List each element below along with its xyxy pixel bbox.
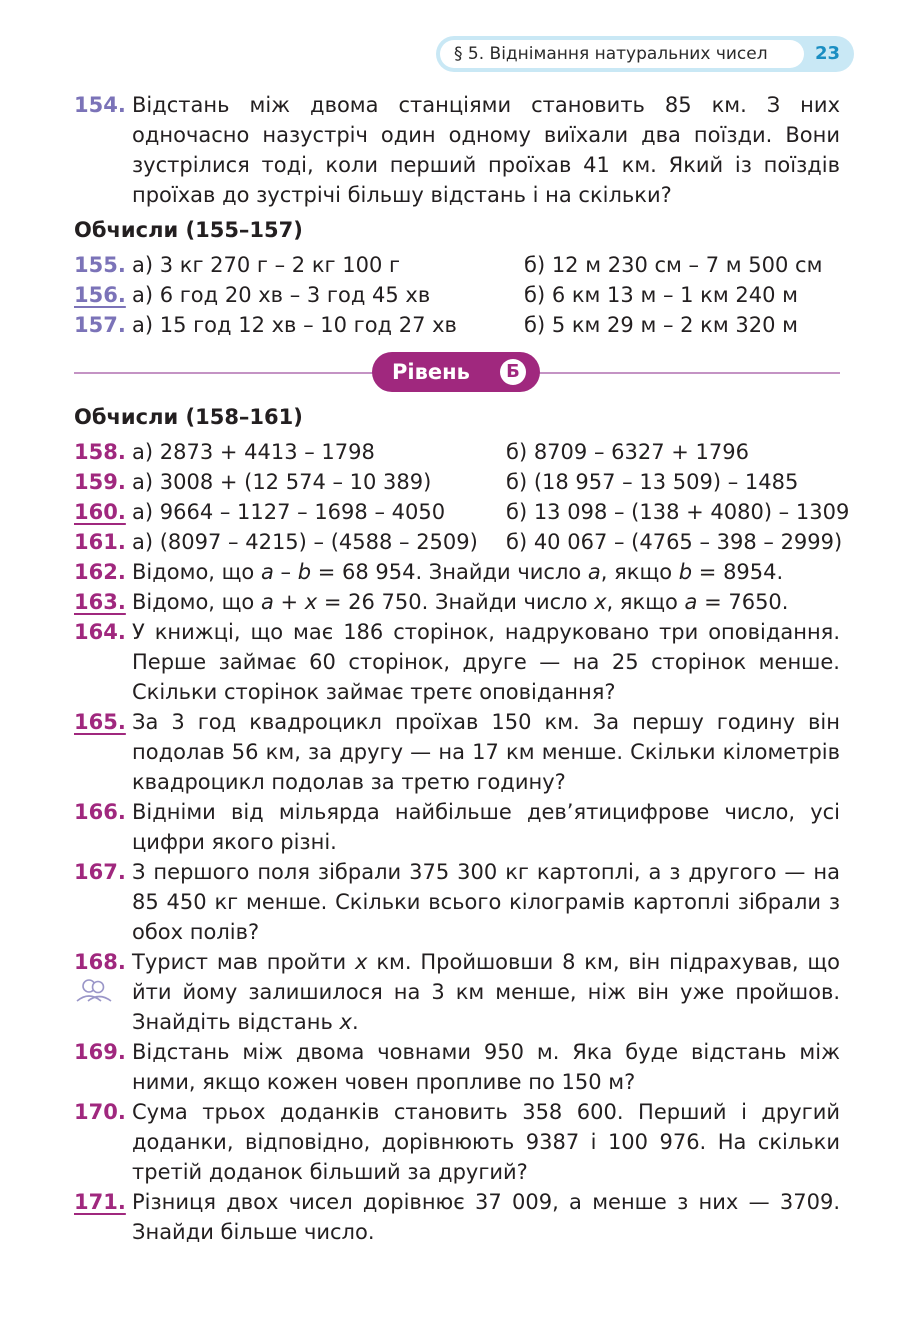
exercise-text: Відомо, що a + x = 26 750. Знайди число x, якщо a = 7650.	[132, 590, 789, 614]
part-a: а) 9664 – 1127 – 1698 – 4050	[132, 500, 446, 524]
exercise-number: 154.	[74, 93, 126, 117]
level-divider	[74, 352, 840, 392]
exercise-number: 167.	[74, 860, 126, 884]
exercise-text: Відстань між двома станціями становить 85 км. З них одночасно назустріч один одному виїхали два поїзди. Вони зустрілися тоді, коли перший проїхав 41 км. Який із поїздів проїхав до зустрічі більшу відстань і на скільки?	[132, 93, 840, 207]
exercise-number: 168.	[74, 950, 126, 974]
exercise-154	[74, 90, 840, 210]
exercise-text: За 3 год квадроцикл проїхав 150 км. За першу годину він подолав 56 км, за другу — на 17 км менше. Скільки кілометрів квадроцикл подолав за третю годину?	[132, 710, 840, 794]
exercise-number: 163.	[74, 590, 126, 614]
exercise-number: 171.	[74, 1190, 126, 1214]
level-badge	[372, 352, 540, 392]
exercises	[74, 90, 850, 1247]
group-work-icon	[74, 977, 114, 1003]
part-b: б) 40 067 – (4765 – 398 – 2999)	[506, 530, 843, 554]
part-a: а) 3 кг 270 г – 2 кг 100 г	[132, 253, 401, 277]
exercise-number: 157.	[74, 313, 126, 337]
exercise-text: Різниця двох чисел дорівнює 37 009, а менше з них — 3709. Знайди більше число.	[132, 1190, 840, 1244]
exercise-number: 165.	[74, 710, 126, 734]
exercise-text: Відстань між двома човнами 950 м. Яка буде відстань між ними, якщо кожен човен пропливе по 150 м?	[132, 1040, 840, 1094]
section-title: § 5. Віднімання натуральних чисел	[440, 40, 804, 68]
section-heading: Обчисли (158–161)	[74, 405, 303, 429]
part-a: а) 6 год 20 хв – 3 год 45 хв	[132, 283, 431, 307]
part-b: б) (18 957 – 13 509) – 1485	[506, 470, 799, 494]
exercise-number: 156.	[74, 283, 126, 307]
exercise-160	[74, 497, 850, 527]
exercise-171	[74, 1187, 840, 1247]
exercise-155	[74, 250, 840, 280]
exercise-169	[74, 1037, 840, 1097]
exercise-number: 164.	[74, 620, 126, 644]
part-b: б) 13 098 – (138 + 4080) – 1309	[506, 500, 850, 524]
exercise-number: 170.	[74, 1100, 126, 1124]
exercise-text: Відомо, що a – b = 68 954. Знайди число a, якщо b = 8954.	[132, 560, 784, 584]
exercise-157	[74, 310, 840, 340]
exercise-text: У книжці, що має 186 сторінок, надруковано три оповідання. Перше займає 60 сторінок, друге — на 25 сторінок менше. Скільки сторінок займає третє оповідання?	[132, 620, 840, 704]
exercise-167	[74, 857, 840, 947]
exercise-number: 161.	[74, 530, 126, 554]
exercise-number: 160.	[74, 500, 126, 524]
running-header	[436, 36, 854, 72]
part-b: б) 12 м 230 см – 7 м 500 см	[524, 253, 823, 277]
exercise-text: Турист мав пройти x км. Пройшовши 8 км, він підрахував, що йти йому залишилося на 3 км менше, ніж він уже пройшов. Знайдіть відстань x.	[132, 950, 841, 1034]
section-heading: Обчисли (155–157)	[74, 218, 303, 242]
part-b: б) 6 км 13 м – 1 км 240 м	[524, 283, 798, 307]
level-letter: Б	[500, 359, 526, 385]
exercise-161	[74, 527, 843, 557]
exercise-number: 159.	[74, 470, 126, 494]
exercise-158	[74, 437, 840, 467]
exercise-text: Сума трьох доданків становить 358 600. Перший і другий доданки, відповідно, дорівнюють 9387 і 100 976. На скільки третій доданок більший за другий?	[132, 1100, 840, 1184]
exercise-166	[74, 797, 840, 857]
exercise-162	[74, 557, 840, 587]
exercise-number: 158.	[74, 440, 126, 464]
exercise-159	[74, 467, 840, 497]
exercise-165	[74, 707, 840, 797]
exercise-text: З першого поля зібрали 375 300 кг картоплі, а з другого — на 85 450 кг менше. Скільки всього кілограмів картоплі зібрали з обох полів?	[132, 860, 840, 944]
exercise-156	[74, 280, 840, 310]
exercise-number: 169.	[74, 1040, 126, 1064]
exercise-164	[74, 617, 840, 707]
exercise-text: Відніми від мільярда найбільше дев’ятицифрове число, усі цифри якого різні.	[132, 800, 840, 854]
exercise-170	[74, 1097, 840, 1187]
page-number: 23	[814, 43, 840, 64]
exercise-number: 155.	[74, 253, 126, 277]
part-b: б) 5 км 29 м – 2 км 320 м	[524, 313, 798, 337]
exercise-number: 166.	[74, 800, 126, 824]
part-a: а) 3008 + (12 574 – 10 389)	[132, 470, 432, 494]
part-a: а) 2873 + 4413 – 1798	[132, 440, 375, 464]
exercise-number: 162.	[74, 560, 126, 584]
part-a: а) (8097 – 4215) – (4588 – 2509)	[132, 530, 478, 554]
exercise-163	[74, 587, 840, 617]
part-a: а) 15 год 12 хв – 10 год 27 хв	[132, 313, 457, 337]
level-label: Рівень	[392, 360, 470, 384]
exercise-168	[74, 947, 840, 1037]
part-b: б) 8709 – 6327 + 1796	[506, 440, 749, 464]
